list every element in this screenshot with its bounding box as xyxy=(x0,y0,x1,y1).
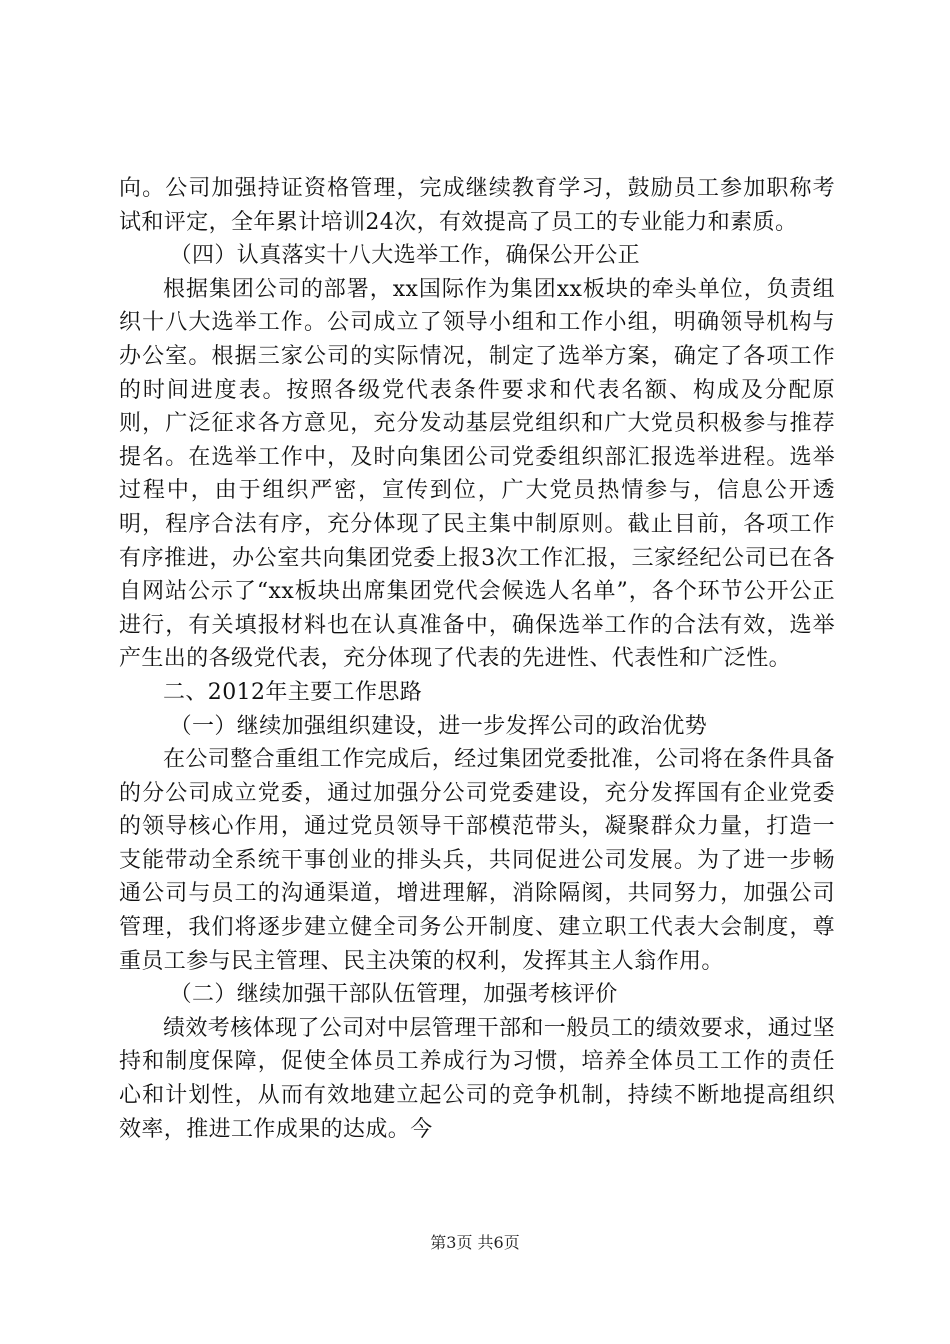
paragraph-continuation: 向。公司加强持证资格管理，完成继续教育学习，鼓励员工参加职称考试和评定，全年累计培训24次，有效提高了员工的专业能力和素质。 xyxy=(119,176,835,235)
section-heading-2012-plan: 二、2012年主要工作思路 xyxy=(163,679,423,705)
section-heading-one: （一）继续加强组织建设，进一步发挥公司的政治优势 xyxy=(169,713,708,739)
paragraph-performance-review: 绩效考核体现了公司对中层管理干部和一般员工的绩效要求，通过坚持和制度保障，促使全体员工养成行为习惯，培养全体员工工作的责任心和计划性，从而有效地建立起公司的竞争机制，持续不断地提高组织效率，推进工作成果的达成。今 xyxy=(119,1015,836,1142)
document-body xyxy=(119,172,835,1146)
paragraph-organization-building: 在公司整合重组工作完成后，经过集团党委批准，公司将在条件具备的分公司成立党委，通过加强分公司党委建设，充分发挥国有企业党委的领导核心作用，通过党员领导干部模范带头，凝聚群众力量，打造一支能带动全系统干事创业的排头兵，共同促进公司发展。为了进一步畅通公司与员工的沟通渠道，增进理解，消除隔阂，共同努力，加强公司管理，我们将逐步建立健全司务公开制度、建立职工代表大会制度，尊重员工参与民主管理、民主决策的权利，发挥其主人翁作用。 xyxy=(119,747,836,974)
page-number-footer: 第3页 共6页 xyxy=(430,1233,520,1252)
section-heading-two: （二）继续加强干部队伍管理，加强考核评价 xyxy=(169,982,618,1008)
paragraph-election-work: 根据集团公司的部署，xx国际作为集团xx板块的牵头单位，负责组织十八大选举工作。公司成立了领导小组和工作小组，明确领导机构与办公室。根据三家公司的实际情况，制定了选举方案，确定了各项工作的时间进度表。按照各级党代表条件要求和代表名额、构成及分配原则，广泛征求各方意见，充分发动基层党组织和广大党员积极参与推荐提名。在选举工作中，及时向集团公司党委组织部汇报选举进程。选举过程中，由于组织严密，宣传到位，广大党员热情参与，信息公开透明，程序合法有序，充分体现了民主集中制原则。截止目前，各项工作有序推进，办公室共向集团党委上报3次工作汇报，三家经纪公司已在各自网站公示了“xx板块出席集团党代会候选人名单”，各个环节公开公正进行，有关填报材料也在认真准备中，确保选举工作的合法有效，选举产生出的各级党代表，充分体现了代表的先进性、代表性和广泛性。 xyxy=(119,276,835,672)
section-heading-four: （四）认真落实十八大选举工作，确保公开公正 xyxy=(169,243,640,269)
